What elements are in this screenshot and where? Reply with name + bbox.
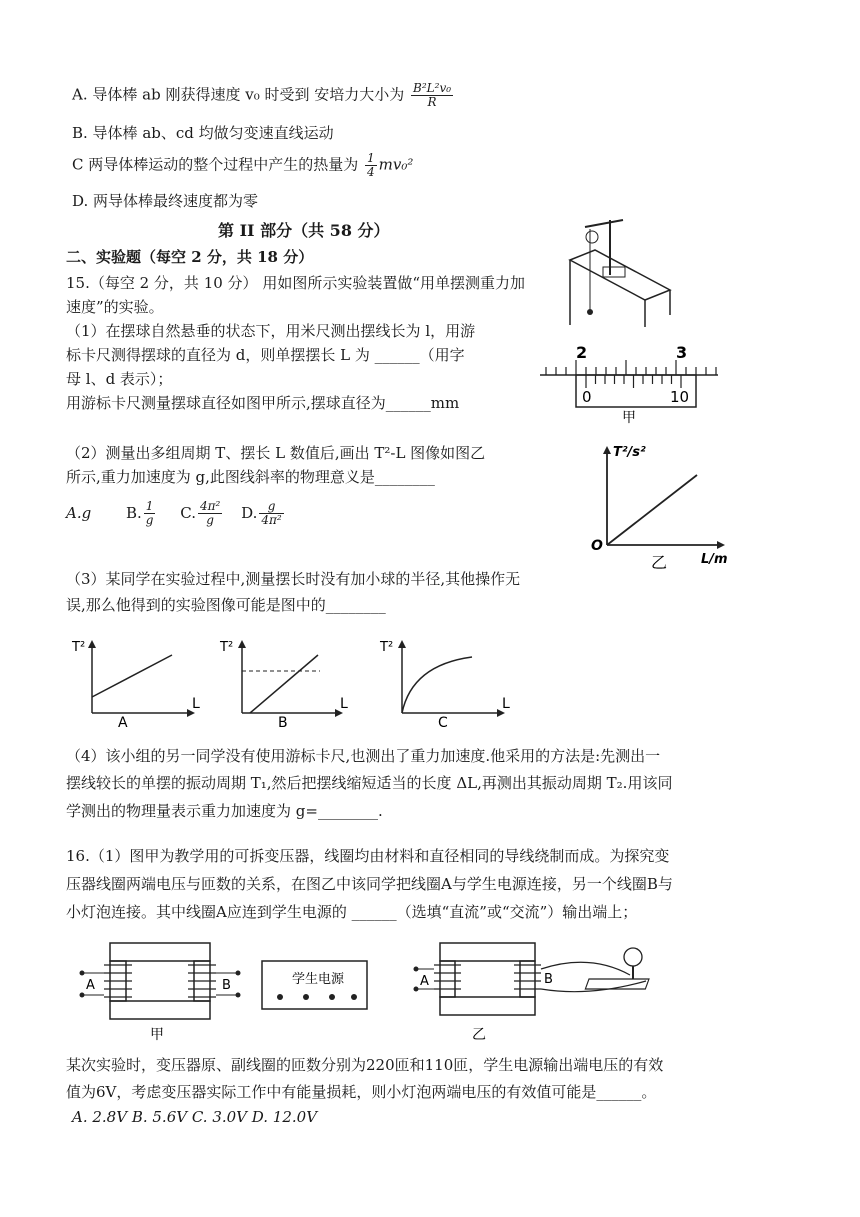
- q16-line5: 值为6V，考虑变压器实际工作中有能量损耗，则小灯泡两端电压的有效值可能是______。: [66, 1083, 657, 1101]
- graph-origin-label: O: [591, 538, 603, 554]
- caliper-main-scale: [546, 360, 716, 375]
- graph-c-y-label: T²: [380, 640, 394, 655]
- q15-p4-line3: 学测出的物理量表示重力加速度为 g=________.: [66, 802, 383, 820]
- q15-intro-2: 速度”的实验。: [66, 298, 164, 316]
- graph-x-label: L/m: [701, 552, 728, 567]
- q15-p3-line1: （3）某同学在实验过程中,测量摆长时没有加小球的半径,其他操作无: [66, 570, 521, 588]
- graph-caption: 乙: [651, 553, 668, 570]
- q16-options: A. 2.8V B. 5.6V C. 3.0V D. 12.0V: [72, 1108, 318, 1126]
- graph-a-caption: A: [118, 715, 128, 730]
- t2-l-graph-figure: [585, 440, 735, 570]
- q14-option-a-fraction: $\frac{\text{B²L²v₀}}{R}$: [413, 81, 452, 109]
- graph-b-caption: B: [278, 715, 288, 730]
- answer-graphs-figure: [60, 635, 530, 730]
- transformer-jia-coil-b-label: B: [222, 978, 231, 993]
- q14-option-c: C 两导体棒运动的整个过程中产生的热量为 $\frac{1}{4}$ mv₀²: [72, 151, 414, 179]
- transformer-figures: [70, 935, 690, 1045]
- graph-a-y-label: T²: [72, 640, 86, 655]
- caliper-vernier-scale: [586, 375, 681, 388]
- q14-option-a: A. 导体棒 ab 刚获得速度 v₀ 时受到 安培力大小为 $\frac{\text{B²L²v₀}}{R}$: [72, 81, 452, 109]
- vernier-caliper-figure: [540, 340, 720, 425]
- q15-p2-option-d: D. $\frac{g}{\text{4π²}}$: [241, 499, 282, 527]
- q15-p2-option-c: C. $\frac{\text{4π²}}{g}$: [180, 499, 221, 527]
- q15-p1-line3: 母 l、d 表示）；: [66, 370, 173, 388]
- student-power-supply: [262, 961, 367, 1009]
- q15-p2-option-a: A.g: [66, 503, 92, 522]
- graph-c-x-label: L: [502, 696, 510, 712]
- q14-option-d: D. 两导体棒最终速度都为零: [72, 192, 259, 210]
- q15-intro-1: 15.（每空 2 分，共 10 分） 用如图所示实验装置做“用单摆测重力加: [66, 274, 525, 292]
- graph-b-y-label: T²: [220, 640, 234, 655]
- transformer-yi: [414, 943, 649, 1043]
- transformer-yi-coil-b-label: B: [544, 972, 553, 987]
- graph-a-x-label: L: [192, 696, 200, 712]
- transformer-jia: [80, 943, 241, 1043]
- graph-b: [219, 640, 348, 730]
- q16-line3: 小灯泡连接。其中线圈A应连到学生电源的 ______（选填“直流”或“交流”）输出端上；: [66, 903, 638, 921]
- transformer-jia-coil-a-label: A: [86, 978, 95, 993]
- q14-option-b: B. 导体棒 ab、cd 均做匀变速直线运动: [72, 124, 334, 142]
- q15-p1-line2: 标卡尺测得摆球的直径为 d，则单摆摆长 L 为 ______（用字: [66, 346, 465, 364]
- q15-p1-line1: （1）在摆球自然悬垂的状态下，用米尺测出摆线长为 l，用游: [66, 322, 476, 340]
- caliper-vernier-label-10: 10: [670, 388, 690, 406]
- q15-p2-options: [66, 500, 286, 527]
- transformer-jia-caption: 甲: [150, 1027, 164, 1043]
- q15-p1-line4: 用游标卡尺测量摆球直径如图甲所示,摆球直径为______mm: [66, 394, 460, 412]
- caliper-main-label-2: 2: [576, 343, 588, 362]
- q15-p2-option-b: B. $\frac{1}{g}$: [125, 499, 154, 527]
- q14-option-c-fraction: $\frac{1}{4}$: [367, 151, 375, 179]
- caliper-vernier-label-0: 0: [582, 388, 592, 406]
- q15-p4-line1: （4）该小组的另一同学没有使用游标卡尺,也测出了重力加速度.他采用的方法是:先测出一: [66, 747, 661, 765]
- graph-c: [379, 640, 510, 730]
- part2-title: 第 II 部分（共 58 分）: [218, 221, 390, 240]
- q16-line2: 压器线圈两端电压与匝数的关系，在图乙中该同学把线圈A与学生电源连接，另一个线圈B与: [66, 875, 673, 893]
- q16-line4: 某次实验时，变压器原、副线圈的匝数分别为220匝和110匝，学生电源输出端电压的有效: [66, 1056, 664, 1074]
- q15-p4-line2: 摆线较长的单摆的振动周期 T₁,然后把摆线缩短适当的长度 ΔL,再测出其振动周期 T₂.用该同: [66, 774, 673, 792]
- q15-p3-line2: 误,那么他得到的实验图像可能是图中的________: [66, 596, 386, 614]
- power-supply-label: 学生电源: [292, 972, 345, 987]
- transformer-yi-coil-a-label: A: [420, 974, 429, 989]
- section-heading: 二、实验题（每空 2 分，共 18 分）: [66, 248, 314, 266]
- q16-line1: 16.（1）图甲为教学用的可拆变压器，线圈均由材料和直径相同的导线绕制而成。为探究变: [66, 847, 670, 865]
- lamp-bulb-icon: [624, 948, 642, 966]
- q15-p2-line2: 所示,重力加速度为 g,此图线斜率的物理意义是________: [66, 468, 435, 486]
- graph-c-caption: C: [438, 715, 448, 730]
- caliper-main-label-3: 3: [676, 343, 688, 362]
- pendulum-apparatus-figure: [565, 215, 675, 330]
- transformer-yi-caption: 乙: [472, 1027, 486, 1043]
- graph-y-label: T²/s²: [613, 445, 646, 460]
- q15-p2-line1: （2）测量出多组周期 T、摆长 L 数值后,画出 T²-L 图像如图乙: [66, 444, 486, 462]
- caliper-caption: 甲: [622, 410, 636, 425]
- graph-b-x-label: L: [340, 696, 348, 712]
- graph-a: [71, 640, 200, 730]
